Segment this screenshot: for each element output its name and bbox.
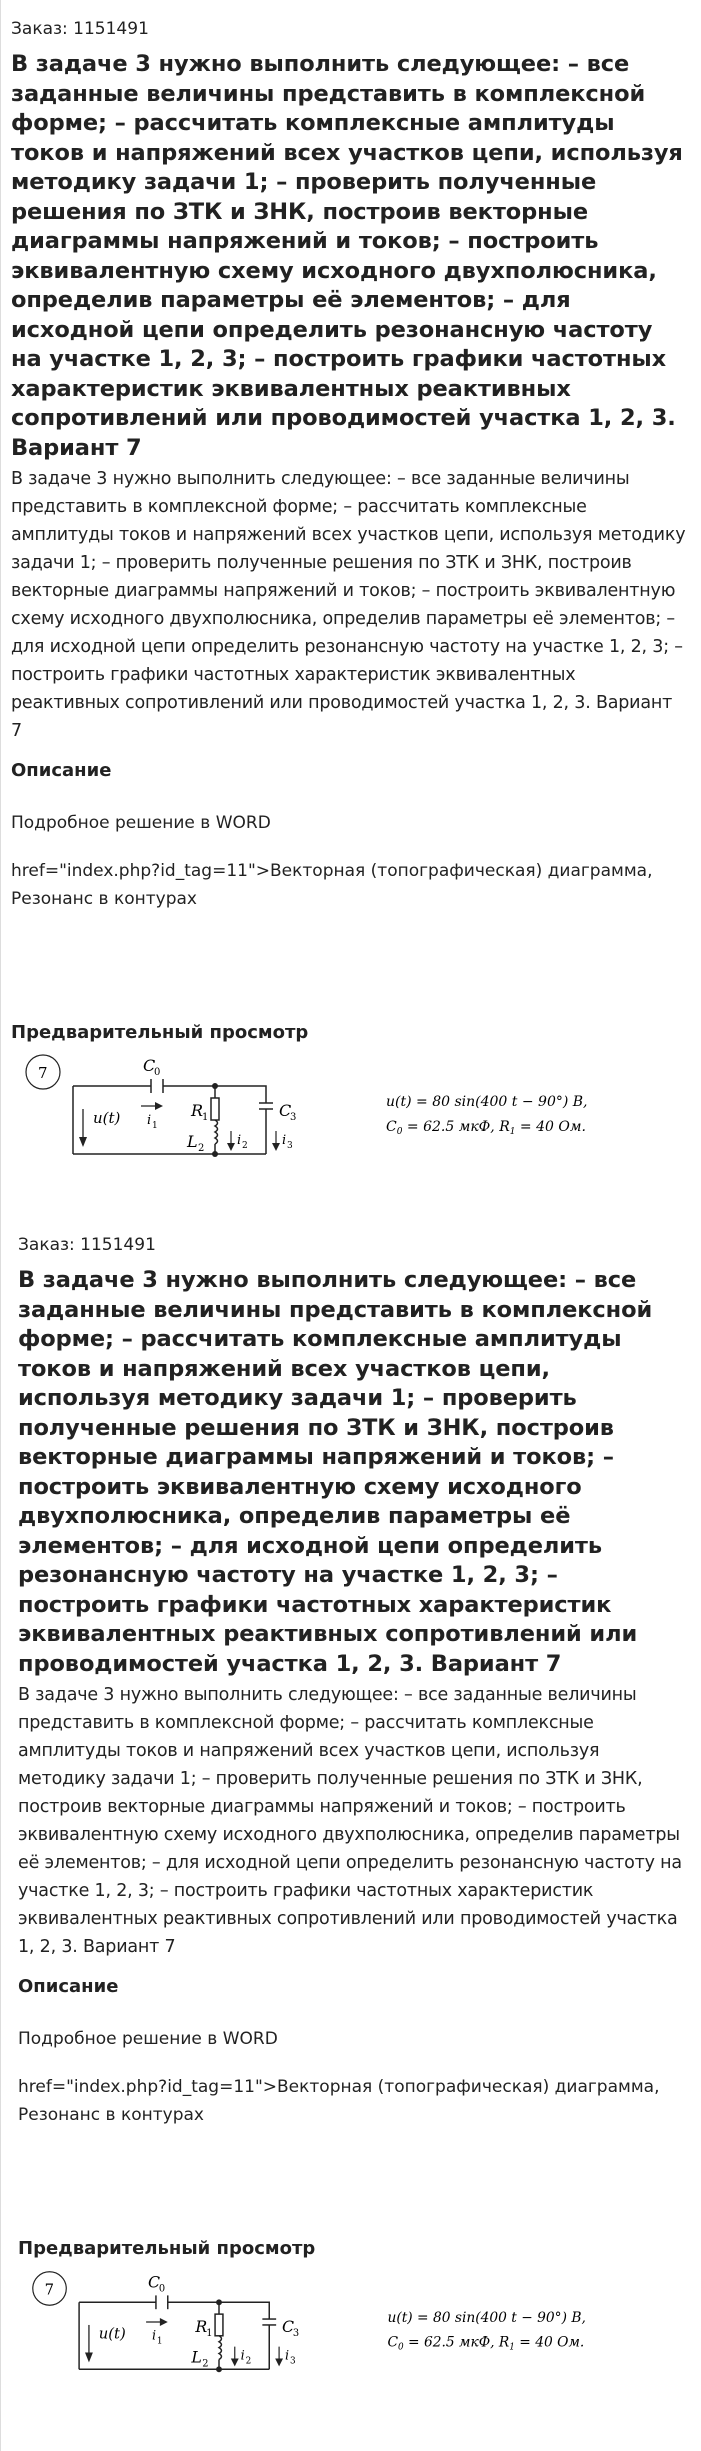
circuit-preview — [18, 2267, 688, 2377]
i3-label: i — [285, 2348, 290, 2364]
equation-params — [386, 1119, 586, 1137]
task-body: В задаче 3 нужно выполнить следующее: – все заданные величины представить в комплексной форме; – рассчитать комплексные амплитуды токов и напряжений всех участков цепи, используя методику задачи 1; – проверить полученные решения по ЗТК и ЗНК, построив векторные диаграммы напряжений и токов; – построить эквивалентную схему исходного двухполюсника, определив параметры её элементов; – для исходной цепи определить резонансную частоту на участке 1, 2, 3; – построить графики частотных характеристик эквивалентных реактивных сопротивлений или проводимостей участка 1, 2, 3. Вариант 7 — [18, 1685, 682, 1957]
eq-end: = 40 Ом. — [514, 2334, 585, 2351]
order-number: Заказ: 1151491 — [18, 1235, 156, 1255]
node-top — [212, 1083, 218, 1089]
l2-label: L — [191, 2347, 202, 2367]
eq-c0-sub: 0 — [398, 2342, 404, 2353]
node-top — [216, 2299, 222, 2305]
l2-sub: 2 — [202, 2358, 209, 2370]
r1-label: R — [191, 1101, 204, 1120]
node-bottom — [212, 1151, 218, 1157]
eq-r1-sub: 1 — [509, 1127, 516, 1137]
eq-end: = 40 Ом. — [515, 1119, 586, 1135]
c0-label: C — [143, 1056, 156, 1075]
tags-link[interactable]: href="index.php?id_tag=11">Векторная (топографическая) диаграмма, Резонанс в контурах — [18, 2077, 660, 2125]
r1-sub: 1 — [202, 1112, 209, 1123]
i2-label: i — [237, 1133, 242, 1148]
i1-label: i — [152, 2328, 157, 2344]
order-card-repeat — [1, 1234, 701, 2377]
eq-r1-sub: 1 — [509, 2342, 515, 2353]
c3-label: C — [279, 1101, 292, 1120]
c3-sub: 3 — [292, 2327, 300, 2339]
i3-sub: 3 — [287, 1141, 293, 1151]
i1-sub: 1 — [152, 1121, 158, 1131]
order-card — [1, 0, 701, 1161]
i2-label: i — [240, 2348, 245, 2364]
eq-c0: C — [386, 1119, 397, 1135]
r1-sub: 1 — [206, 2327, 213, 2339]
eq-c0: C — [387, 2334, 399, 2351]
i2-sub: 2 — [245, 2356, 252, 2367]
preview-title: Предварительный просмотр — [11, 1022, 309, 1043]
i1-sub: 1 — [156, 2336, 163, 2347]
eq-mid: = 62.5 мкФ, R — [403, 2334, 510, 2351]
i3-sub: 3 — [289, 2356, 296, 2367]
i2-sub: 2 — [242, 1141, 248, 1151]
c0-sub: 0 — [158, 2283, 166, 2295]
source-label: u(t) — [93, 1109, 121, 1127]
order-number: Заказ: 1151491 — [11, 19, 149, 39]
c0-sub: 0 — [154, 1067, 161, 1078]
eq-mid: = 62.5 мкФ, R — [402, 1119, 510, 1135]
equation-params — [387, 2335, 584, 2353]
variant-number: 7 — [44, 2281, 55, 2299]
c0-label: C — [148, 2272, 161, 2292]
task-heading: В задаче 3 нужно выполнить следующее: – все заданные величины представить в комплексной форме; – рассчитать комплексные амплитуды токов и напряжений всех участков цепи, используя методику задачи 1; – проверить полученные решения по ЗТК и ЗНК, построив векторные диаграммы напряжений и токов; – построить эквивалентную схему исходного двухполюсника, определив параметры её элементов; – для исходной цепи определить резонансную частоту на участке 1, 2, 3; – построить графики частотных характеристик эквивалентных реактивных сопротивлений или проводимостей участка 1, 2, 3. Вариант 7 — [11, 51, 683, 461]
task-body: В задаче 3 нужно выполнить следующее: – все заданные величины представить в комплексной форме; – рассчитать комплексные амплитуды токов и напряжений всех участков цепи, используя методику задачи 1; – проверить полученные решения по ЗТК и ЗНК, построив векторные диаграммы напряжений и токов; – построить эквивалентную схему исходного двухполюсника, определив параметры её элементов; – для исходной цепи определить резонансную частоту на участке 1, 2, 3; – построить графики частотных характеристик эквивалентных реактивных сопротивлений или проводимостей участка 1, 2, 3. Вариант 7 — [11, 469, 686, 741]
l2-sub: 2 — [198, 1143, 205, 1154]
task-heading: В задаче 3 нужно выполнить следующее: – все заданные величины представить в комплексной форме; – рассчитать комплексные амплитуды токов и напряжений всех участков цепи, используя методику задачи 1; – проверить полученные решения по ЗТК и ЗНК, построив векторные диаграммы напряжений и токов; – построить эквивалентную схему исходного двухполюсника, определив параметры её элементов; – для исходной цепи определить резонансную частоту на участке 1, 2, 3; – построить графики частотных характеристик эквивалентных реактивных сопротивлений или проводимостей участка 1, 2, 3. Вариант 7 — [18, 1267, 653, 1677]
variant-number: 7 — [38, 1064, 48, 1082]
description-title: Описание — [18, 1976, 119, 1997]
circuit-preview — [11, 1051, 691, 1161]
eq-c0-sub: 0 — [396, 1127, 403, 1137]
equation-source: u(t) = 80 sin(400 t − 90°) В, — [387, 2310, 586, 2326]
description-text: Подробное решение в WORD — [18, 2029, 278, 2049]
equation-source: u(t) = 80 sin(400 t − 90°) В, — [386, 1094, 588, 1110]
source-label: u(t) — [98, 2325, 126, 2343]
node-bottom — [216, 2366, 222, 2372]
tags-link[interactable]: href="index.php?id_tag=11">Векторная (топографическая) диаграмма, Резонанс в контурах — [11, 861, 653, 909]
c3-sub: 3 — [290, 1112, 297, 1123]
l2-label: L — [187, 1132, 198, 1151]
preview-title: Предварительный просмотр — [18, 2238, 316, 2259]
description-text: Подробное решение в WORD — [11, 813, 271, 833]
c3-label: C — [282, 2316, 295, 2336]
r1-label: R — [195, 2316, 208, 2336]
i1-label: i — [147, 1113, 152, 1128]
i3-label: i — [282, 1133, 287, 1148]
description-title: Описание — [11, 760, 112, 781]
